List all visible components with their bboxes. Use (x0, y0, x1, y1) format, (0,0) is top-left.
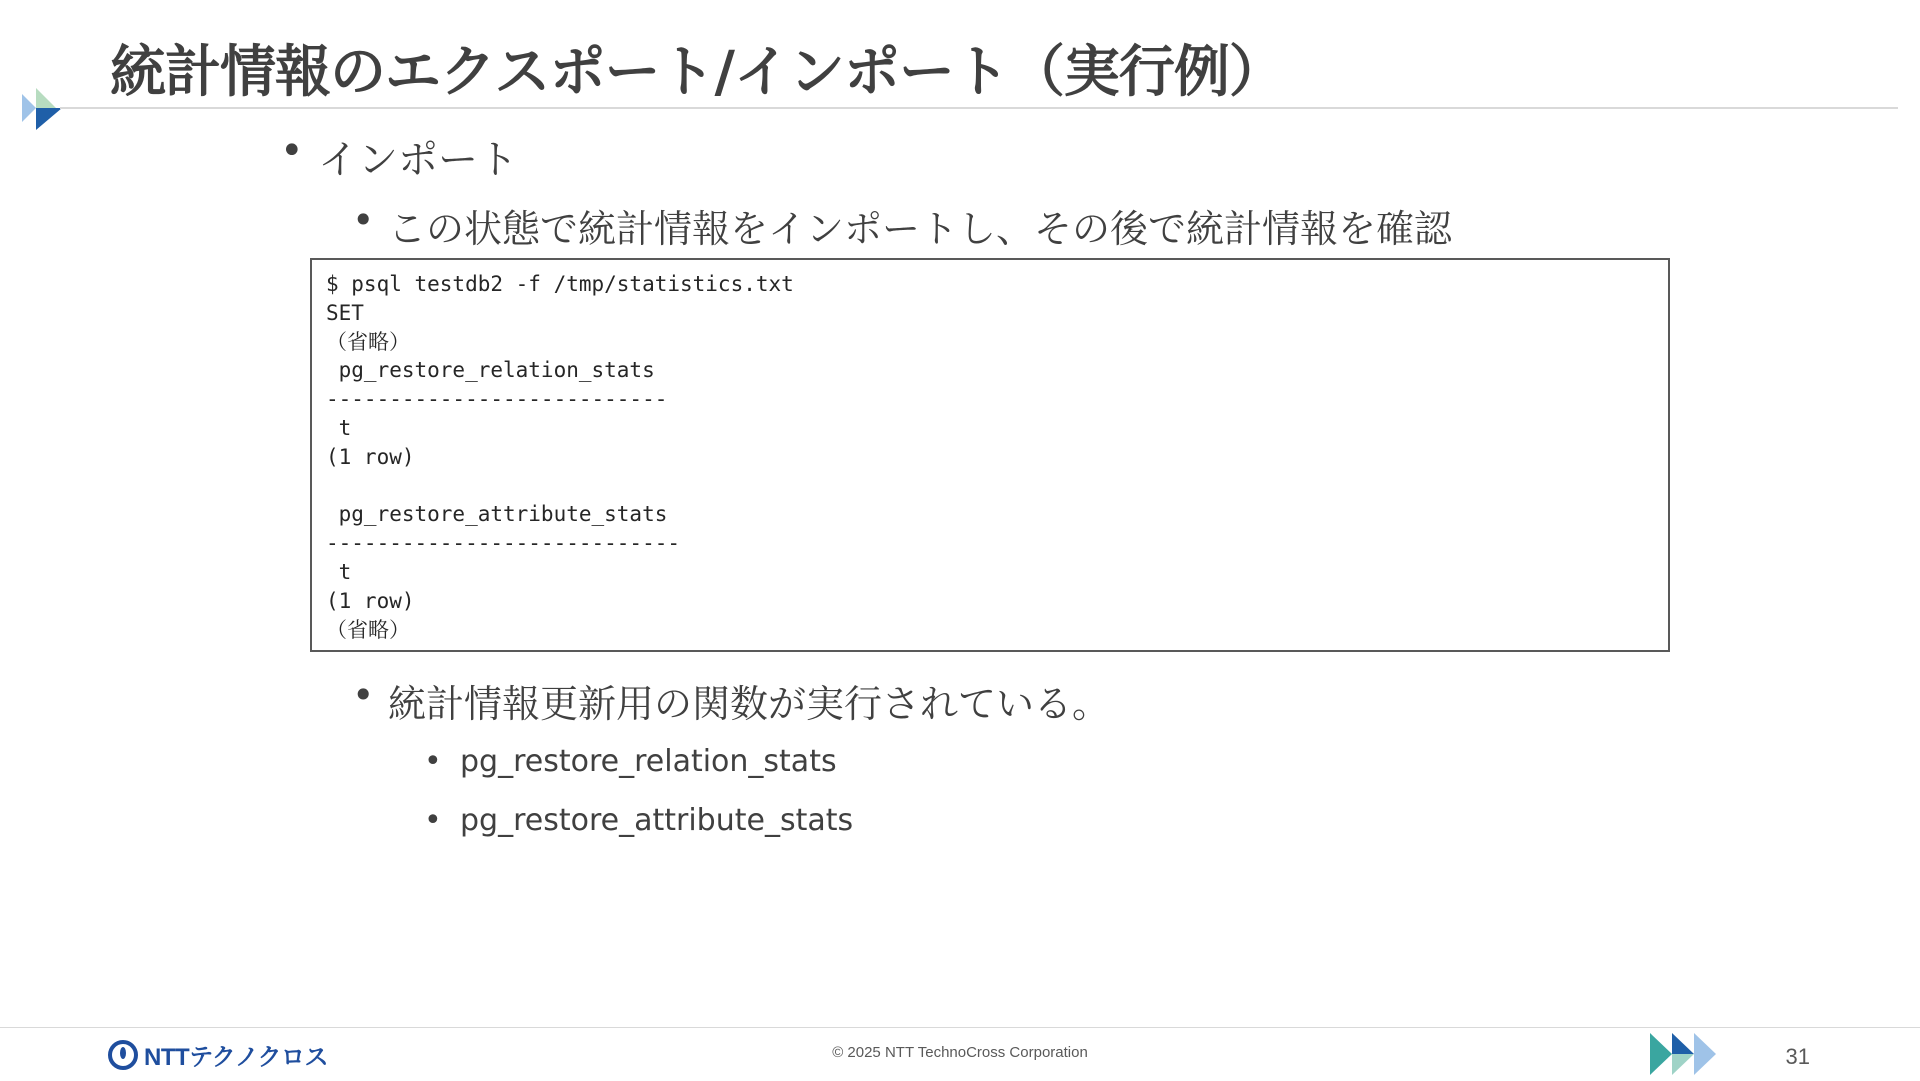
copyright: © 2025 NTT TechnoCross Corporation (832, 1044, 1088, 1061)
code-line: pg_restore_attribute_stats (326, 502, 668, 527)
code-line: （省略） (326, 329, 410, 354)
code-line: pg_restore_relation_stats (326, 358, 655, 383)
title-divider (60, 107, 1898, 109)
code-block (310, 258, 1670, 652)
bullet-level2-result (352, 673, 1110, 728)
bullet-level3-function (424, 803, 853, 838)
code-line: （省略） (326, 617, 410, 642)
bullet-text: pg_restore_relation_stats (460, 744, 837, 779)
code-line: SET (326, 300, 364, 325)
code-line (326, 472, 1654, 501)
logo-text: NTTテクノクロス (144, 1044, 328, 1071)
bullet-text: インポート (318, 137, 518, 183)
code-line: (1 row) (326, 588, 415, 613)
bullet-text: この状態で統計情報をインポートし、その後で統計情報を確認 (388, 207, 1453, 251)
bullet-text: 統計情報更新用の関数が実行されている。 (388, 682, 1111, 726)
page-number: 31 (1785, 1044, 1810, 1069)
bullet-dot: • (352, 198, 375, 242)
bullet-level2-intro (352, 198, 1452, 253)
bullet-dot: • (352, 673, 375, 717)
code-line: (1 row) (326, 444, 415, 469)
triangle-arrows-icon (22, 88, 66, 136)
page-title: 統計情報のエクスポート/インポート（実行例） (110, 40, 1284, 105)
bullet-text: pg_restore_attribute_stats (460, 803, 854, 838)
code-line: --------------------------- (326, 387, 668, 412)
code-line: $ psql testdb2 -f /tmp/statistics.txt (326, 272, 794, 296)
bullet-dot: • (424, 803, 442, 838)
footer-divider (0, 1027, 1920, 1028)
bullet-dot: • (280, 128, 304, 174)
bullet-level3-function (424, 744, 837, 779)
code-line: t (326, 415, 352, 440)
bullet-dot: • (424, 744, 442, 779)
code-line: ---------------------------- (326, 531, 681, 556)
bullet-level1 (280, 128, 518, 185)
code-line: t (326, 559, 352, 584)
triple-triangle-icon (1650, 1031, 1720, 1081)
